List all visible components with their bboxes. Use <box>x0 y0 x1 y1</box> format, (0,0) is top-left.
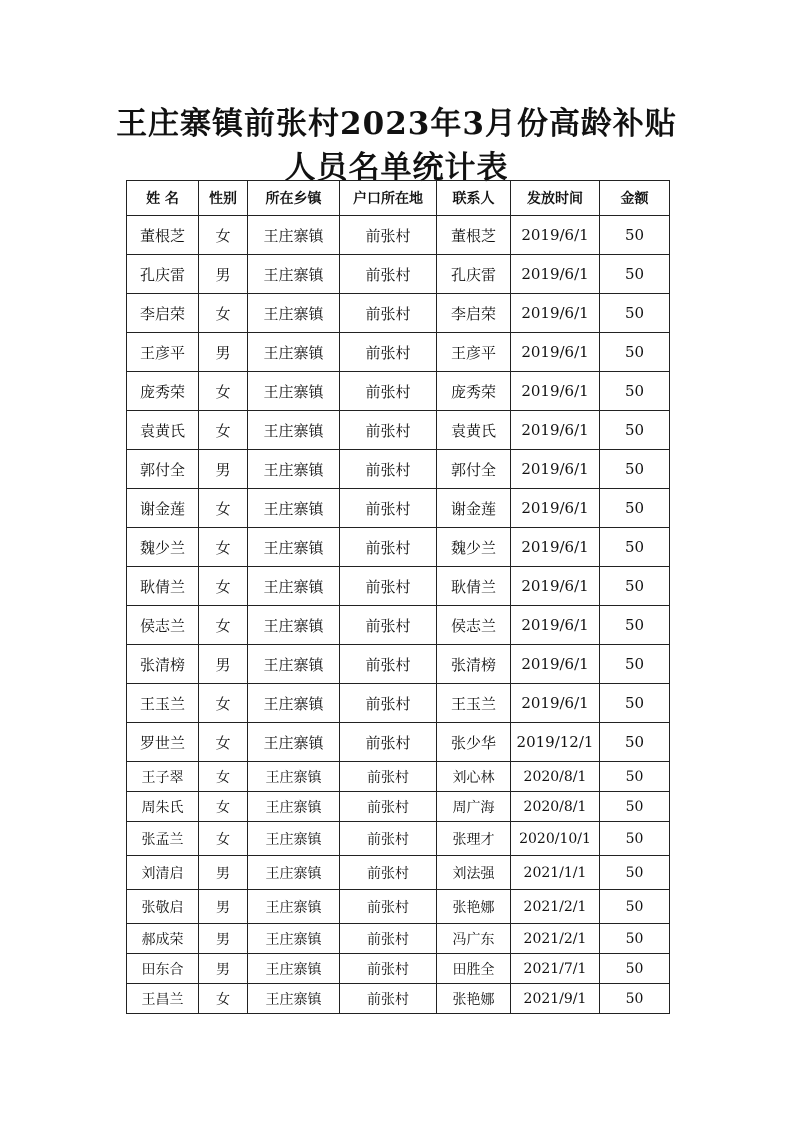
cell-amount: 50 <box>600 450 670 489</box>
table-row <box>127 723 670 762</box>
cell-household-location: 前张村 <box>340 954 437 984</box>
cell-contact: 董根芝 <box>437 216 511 255</box>
cell-name: 耿倩兰 <box>127 567 199 606</box>
cell-name: 庞秀荣 <box>127 372 199 411</box>
cell-household-location: 前张村 <box>340 567 437 606</box>
cell-township: 王庄寨镇 <box>248 606 340 645</box>
table-row <box>127 255 670 294</box>
cell-name: 王昌兰 <box>127 984 199 1014</box>
cell-issue-date: 2019/6/1 <box>511 528 600 567</box>
cell-amount: 50 <box>600 567 670 606</box>
cell-township: 王庄寨镇 <box>248 567 340 606</box>
cell-household-location: 前张村 <box>340 489 437 528</box>
cell-name: 刘清启 <box>127 856 199 890</box>
table-row <box>127 924 670 954</box>
cell-issue-date: 2019/6/1 <box>511 255 600 294</box>
cell-township: 王庄寨镇 <box>248 255 340 294</box>
table-row <box>127 216 670 255</box>
cell-household-location: 前张村 <box>340 924 437 954</box>
cell-amount: 50 <box>600 954 670 984</box>
cell-gender: 男 <box>199 255 248 294</box>
cell-contact: 王玉兰 <box>437 684 511 723</box>
cell-township: 王庄寨镇 <box>248 856 340 890</box>
cell-gender: 男 <box>199 890 248 924</box>
cell-gender: 女 <box>199 723 248 762</box>
cell-amount: 50 <box>600 822 670 856</box>
cell-household-location: 前张村 <box>340 606 437 645</box>
cell-gender: 女 <box>199 216 248 255</box>
table-row <box>127 411 670 450</box>
cell-name: 李启荣 <box>127 294 199 333</box>
cell-gender: 女 <box>199 528 248 567</box>
cell-name: 郭付全 <box>127 450 199 489</box>
cell-issue-date: 2019/6/1 <box>511 567 600 606</box>
cell-amount: 50 <box>600 645 670 684</box>
cell-township: 王庄寨镇 <box>248 684 340 723</box>
table-row <box>127 645 670 684</box>
cell-amount: 50 <box>600 723 670 762</box>
cell-gender: 女 <box>199 294 248 333</box>
table-row <box>127 294 670 333</box>
cell-contact: 田胜全 <box>437 954 511 984</box>
cell-contact: 张理才 <box>437 822 511 856</box>
cell-gender: 女 <box>199 606 248 645</box>
cell-gender: 女 <box>199 822 248 856</box>
cell-issue-date: 2019/6/1 <box>511 372 600 411</box>
cell-amount: 50 <box>600 606 670 645</box>
cell-issue-date: 2019/6/1 <box>511 489 600 528</box>
cell-issue-date: 2019/6/1 <box>511 216 600 255</box>
cell-amount: 50 <box>600 762 670 792</box>
cell-gender: 男 <box>199 645 248 684</box>
cell-name: 张孟兰 <box>127 822 199 856</box>
table-row <box>127 822 670 856</box>
cell-amount: 50 <box>600 856 670 890</box>
cell-name: 郝成荣 <box>127 924 199 954</box>
cell-name: 田东合 <box>127 954 199 984</box>
cell-township: 王庄寨镇 <box>248 294 340 333</box>
cell-issue-date: 2021/7/1 <box>511 954 600 984</box>
table-row <box>127 333 670 372</box>
cell-name: 王玉兰 <box>127 684 199 723</box>
table-row <box>127 489 670 528</box>
cell-household-location: 前张村 <box>340 450 437 489</box>
cell-gender: 男 <box>199 450 248 489</box>
cell-amount: 50 <box>600 684 670 723</box>
header-contact: 联系人 <box>437 181 511 216</box>
cell-township: 王庄寨镇 <box>248 723 340 762</box>
cell-name: 谢金莲 <box>127 489 199 528</box>
cell-township: 王庄寨镇 <box>248 450 340 489</box>
cell-gender: 男 <box>199 856 248 890</box>
cell-township: 王庄寨镇 <box>248 890 340 924</box>
cell-township: 王庄寨镇 <box>248 489 340 528</box>
header-issue-date: 发放时间 <box>511 181 600 216</box>
table-row <box>127 372 670 411</box>
cell-township: 王庄寨镇 <box>248 822 340 856</box>
cell-issue-date: 2019/6/1 <box>511 411 600 450</box>
cell-household-location: 前张村 <box>340 255 437 294</box>
cell-amount: 50 <box>600 333 670 372</box>
cell-contact: 魏少兰 <box>437 528 511 567</box>
cell-contact: 耿倩兰 <box>437 567 511 606</box>
header-household-location: 户口所在地 <box>340 181 437 216</box>
cell-household-location: 前张村 <box>340 684 437 723</box>
cell-name: 王彦平 <box>127 333 199 372</box>
cell-gender: 女 <box>199 984 248 1014</box>
cell-contact: 谢金莲 <box>437 489 511 528</box>
cell-township: 王庄寨镇 <box>248 984 340 1014</box>
cell-gender: 女 <box>199 684 248 723</box>
cell-name: 侯志兰 <box>127 606 199 645</box>
cell-amount: 50 <box>600 890 670 924</box>
subsidy-table <box>126 180 670 1014</box>
cell-issue-date: 2019/6/1 <box>511 450 600 489</box>
cell-amount: 50 <box>600 924 670 954</box>
cell-township: 王庄寨镇 <box>248 216 340 255</box>
cell-issue-date: 2019/12/1 <box>511 723 600 762</box>
cell-contact: 孔庆雷 <box>437 255 511 294</box>
cell-township: 王庄寨镇 <box>248 924 340 954</box>
cell-contact: 张艳娜 <box>437 890 511 924</box>
table-row <box>127 984 670 1014</box>
table-row <box>127 792 670 822</box>
table-row <box>127 890 670 924</box>
cell-name: 魏少兰 <box>127 528 199 567</box>
table-body <box>127 216 670 1014</box>
cell-issue-date: 2021/2/1 <box>511 924 600 954</box>
cell-household-location: 前张村 <box>340 822 437 856</box>
cell-name: 王子翠 <box>127 762 199 792</box>
cell-name: 袁黄氏 <box>127 411 199 450</box>
cell-issue-date: 2019/6/1 <box>511 606 600 645</box>
cell-gender: 男 <box>199 924 248 954</box>
header-gender: 性别 <box>199 181 248 216</box>
cell-issue-date: 2019/6/1 <box>511 333 600 372</box>
cell-contact: 庞秀荣 <box>437 372 511 411</box>
cell-contact: 张少华 <box>437 723 511 762</box>
table-header-row <box>127 181 670 216</box>
cell-amount: 50 <box>600 984 670 1014</box>
cell-household-location: 前张村 <box>340 294 437 333</box>
cell-household-location: 前张村 <box>340 792 437 822</box>
cell-contact: 王彦平 <box>437 333 511 372</box>
cell-name: 董根芝 <box>127 216 199 255</box>
cell-amount: 50 <box>600 294 670 333</box>
cell-contact: 周广海 <box>437 792 511 822</box>
cell-gender: 女 <box>199 411 248 450</box>
cell-household-location: 前张村 <box>340 528 437 567</box>
document-title-line-1: 王庄寨镇前张村2023年3月份高龄补贴 <box>116 106 677 142</box>
cell-gender: 女 <box>199 372 248 411</box>
cell-household-location: 前张村 <box>340 890 437 924</box>
table-row <box>127 567 670 606</box>
cell-name: 孔庆雷 <box>127 255 199 294</box>
cell-amount: 50 <box>600 216 670 255</box>
cell-name: 张清榜 <box>127 645 199 684</box>
cell-amount: 50 <box>600 489 670 528</box>
cell-gender: 女 <box>199 762 248 792</box>
cell-issue-date: 2021/1/1 <box>511 856 600 890</box>
cell-gender: 女 <box>199 567 248 606</box>
cell-amount: 50 <box>600 528 670 567</box>
cell-amount: 50 <box>600 372 670 411</box>
cell-issue-date: 2019/6/1 <box>511 684 600 723</box>
table-row <box>127 606 670 645</box>
cell-name: 周朱氏 <box>127 792 199 822</box>
header-amount: 金额 <box>600 181 670 216</box>
cell-issue-date: 2020/8/1 <box>511 762 600 792</box>
cell-contact: 袁黄氏 <box>437 411 511 450</box>
cell-township: 王庄寨镇 <box>248 528 340 567</box>
table-row <box>127 528 670 567</box>
cell-amount: 50 <box>600 792 670 822</box>
cell-issue-date: 2021/2/1 <box>511 890 600 924</box>
cell-household-location: 前张村 <box>340 372 437 411</box>
cell-contact: 刘法强 <box>437 856 511 890</box>
cell-household-location: 前张村 <box>340 723 437 762</box>
cell-gender: 男 <box>199 954 248 984</box>
cell-township: 王庄寨镇 <box>248 333 340 372</box>
cell-gender: 女 <box>199 489 248 528</box>
header-name: 姓 名 <box>127 181 199 216</box>
cell-name: 罗世兰 <box>127 723 199 762</box>
document-title-line-2: 人员名单统计表 <box>284 150 509 186</box>
cell-name: 张敬启 <box>127 890 199 924</box>
cell-gender: 女 <box>199 792 248 822</box>
cell-contact: 李启荣 <box>437 294 511 333</box>
cell-amount: 50 <box>600 411 670 450</box>
table-row <box>127 856 670 890</box>
cell-township: 王庄寨镇 <box>248 954 340 984</box>
cell-issue-date: 2019/6/1 <box>511 645 600 684</box>
cell-household-location: 前张村 <box>340 645 437 684</box>
cell-township: 王庄寨镇 <box>248 372 340 411</box>
cell-township: 王庄寨镇 <box>248 645 340 684</box>
cell-contact: 冯广东 <box>437 924 511 954</box>
table-row <box>127 954 670 984</box>
cell-township: 王庄寨镇 <box>248 792 340 822</box>
cell-amount: 50 <box>600 255 670 294</box>
table-row <box>127 684 670 723</box>
cell-issue-date: 2019/6/1 <box>511 294 600 333</box>
cell-issue-date: 2021/9/1 <box>511 984 600 1014</box>
cell-household-location: 前张村 <box>340 411 437 450</box>
cell-issue-date: 2020/10/1 <box>511 822 600 856</box>
cell-contact: 张清榜 <box>437 645 511 684</box>
cell-household-location: 前张村 <box>340 762 437 792</box>
cell-contact: 刘心林 <box>437 762 511 792</box>
header-township: 所在乡镇 <box>248 181 340 216</box>
cell-township: 王庄寨镇 <box>248 411 340 450</box>
cell-contact: 张艳娜 <box>437 984 511 1014</box>
table-row <box>127 762 670 792</box>
cell-household-location: 前张村 <box>340 984 437 1014</box>
cell-household-location: 前张村 <box>340 333 437 372</box>
cell-gender: 男 <box>199 333 248 372</box>
cell-household-location: 前张村 <box>340 216 437 255</box>
cell-contact: 侯志兰 <box>437 606 511 645</box>
table-row <box>127 450 670 489</box>
cell-issue-date: 2020/8/1 <box>511 792 600 822</box>
cell-household-location: 前张村 <box>340 856 437 890</box>
cell-township: 王庄寨镇 <box>248 762 340 792</box>
cell-contact: 郭付全 <box>437 450 511 489</box>
